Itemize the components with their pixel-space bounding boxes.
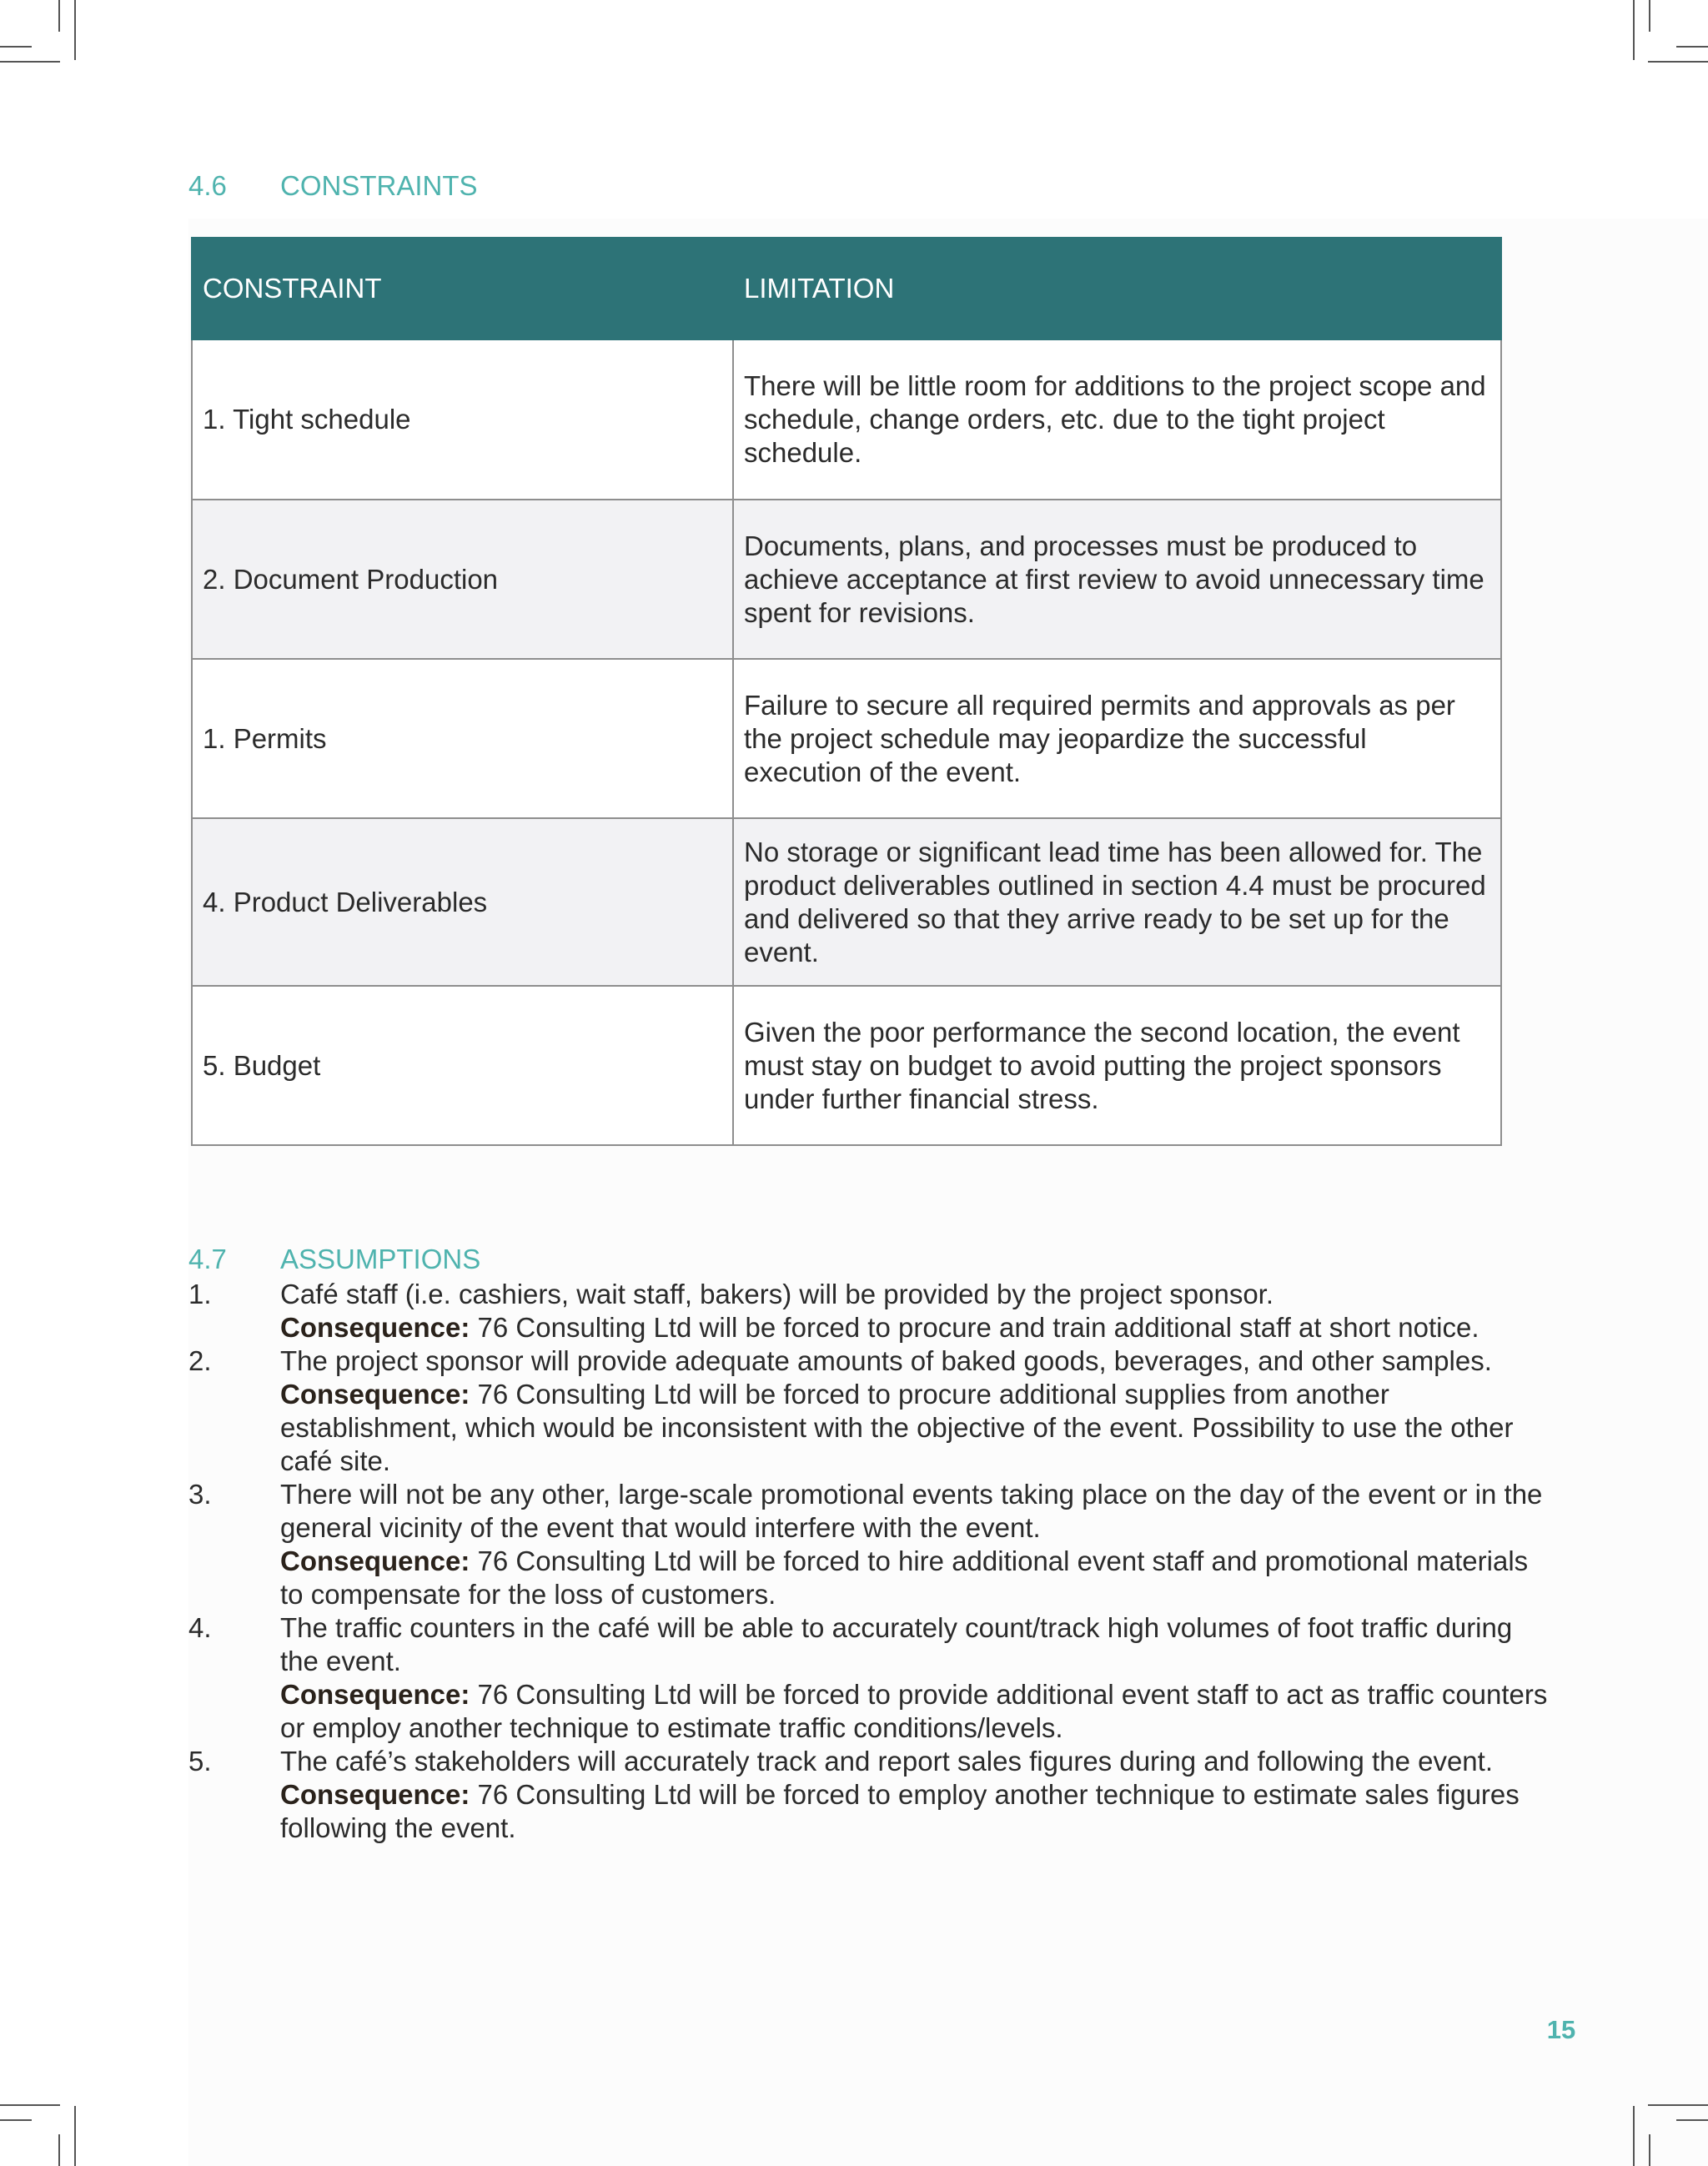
item-body <box>280 1278 1548 1344</box>
assumption-text: The café’s stakeholders will accurately track and report sales figures during and following the event. <box>280 1746 1493 1777</box>
crop-mark-bottom-right-v2 <box>1649 2134 1650 2166</box>
consequence-line <box>280 1378 1548 1478</box>
assumptions-list <box>188 1278 1548 1845</box>
consequence-text: 76 Consulting Ltd will be forced to provide additional event staff to act as traffic counters or employ another technique to estimate traffic conditions/levels. <box>280 1679 1548 1743</box>
crop-mark-top-right-v <box>1633 0 1635 60</box>
consequence-line <box>280 1311 1548 1344</box>
crop-mark-bottom-right-v <box>1633 2106 1635 2166</box>
item-body <box>280 1745 1548 1845</box>
table-row <box>192 818 1501 986</box>
section-heading-assumptions <box>188 1243 480 1276</box>
consequence-line <box>280 1545 1548 1611</box>
assumption-text: Café staff (i.e. cashiers, wait staff, bakers) will be provided by the project sponsor. <box>280 1279 1274 1309</box>
crop-mark-top-left-v2 <box>58 0 60 32</box>
section-number: 4.6 <box>188 170 227 201</box>
item-body <box>280 1611 1548 1745</box>
table-row <box>192 659 1501 818</box>
consequence-text: 76 Consulting Ltd will be forced to procure and train additional staff at short notice. <box>470 1312 1479 1343</box>
table-row <box>192 500 1501 659</box>
constraint-cell: 1. Tight schedule <box>192 339 733 500</box>
limitation-cell: Given the poor performance the second location, the event must stay on budget to avoid putting the project sponsors under further financial stress. <box>733 986 1501 1145</box>
list-item <box>188 1745 1548 1845</box>
consequence-label: Consequence: <box>280 1379 470 1410</box>
consequence-label: Consequence: <box>280 1679 470 1710</box>
crop-mark-bottom-left-v <box>74 2106 76 2166</box>
crop-mark-top-left-v <box>74 0 76 60</box>
limitation-cell: No storage or significant lead time has been allowed for. The product deliverables outlined in section 4.4 must be procured and delivered so that they arrive ready to be set up for the event. <box>733 818 1501 986</box>
column-header-limitation: LIMITATION <box>733 238 1501 339</box>
page-number: 15 <box>1546 2015 1576 2044</box>
consequence-label: Consequence: <box>280 1545 470 1576</box>
table-row <box>192 339 1501 500</box>
item-number: 3. <box>188 1479 212 1510</box>
consequence-text: 76 Consulting Ltd will be forced to employ another technique to estimate sales figures following the event. <box>280 1779 1520 1843</box>
item-body <box>280 1478 1548 1611</box>
crop-mark-top-left-h2 <box>0 46 32 48</box>
list-item <box>188 1278 1548 1344</box>
constraint-cell: 5. Budget <box>192 986 733 1145</box>
assumption-text: There will not be any other, large-scale promotional events taking place on the day of the event or in the general vicinity of the event that would interfere with the event. <box>280 1479 1543 1543</box>
limitation-cell: There will be little room for additions to the project scope and schedule, change orders, etc. due to the tight project schedule. <box>733 339 1501 500</box>
consequence-label: Consequence: <box>280 1312 470 1343</box>
section-heading-constraints <box>188 169 478 203</box>
table-header-row <box>192 238 1501 339</box>
item-number: 1. <box>188 1279 212 1309</box>
consequence-label: Consequence: <box>280 1779 470 1810</box>
crop-mark-bottom-right-h <box>1648 2104 1708 2106</box>
crop-mark-top-right-h2 <box>1676 46 1708 48</box>
limitation-cell: Documents, plans, and processes must be produced to achieve acceptance at first review to avoid unnecessary time spent for revisions. <box>733 500 1501 659</box>
item-number: 4. <box>188 1612 212 1643</box>
list-item <box>188 1344 1548 1478</box>
consequence-line <box>280 1778 1548 1845</box>
crop-mark-bottom-right-h2 <box>1676 2119 1708 2121</box>
consequence-text: 76 Consulting Ltd will be forced to hire additional event staff and promotional materials to compensate for the loss of customers. <box>280 1545 1529 1610</box>
constraints-table <box>191 237 1502 1146</box>
section-number: 4.7 <box>188 1244 227 1274</box>
crop-mark-top-right-h <box>1648 61 1708 63</box>
crop-mark-top-left-h <box>0 61 60 63</box>
consequence-text: 76 Consulting Ltd will be forced to procure additional supplies from another establishment, which would be inconsistent with the objective of the event. Possibility to use the other café site. <box>280 1379 1514 1476</box>
item-number: 5. <box>188 1746 212 1777</box>
constraint-cell: 2. Document Production <box>192 500 733 659</box>
section-title: CONSTRAINTS <box>280 170 478 201</box>
table-row <box>192 986 1501 1145</box>
list-item <box>188 1611 1548 1745</box>
item-body <box>280 1344 1548 1478</box>
crop-mark-bottom-left-h2 <box>0 2119 32 2121</box>
crop-mark-bottom-left-h <box>0 2104 60 2106</box>
column-header-constraint: CONSTRAINT <box>192 238 733 339</box>
assumption-text: The traffic counters in the café will be able to accurately count/track high volumes of foot traffic during the event. <box>280 1612 1513 1676</box>
constraint-cell: 1. Permits <box>192 659 733 818</box>
assumption-text: The project sponsor will provide adequate amounts of baked goods, beverages, and other samples. <box>280 1345 1492 1376</box>
consequence-line <box>280 1678 1548 1745</box>
constraint-cell: 4. Product Deliverables <box>192 818 733 986</box>
crop-mark-bottom-left-v2 <box>58 2134 60 2166</box>
section-title: ASSUMPTIONS <box>280 1244 481 1274</box>
crop-mark-top-right-v2 <box>1649 0 1650 32</box>
limitation-cell: Failure to secure all required permits and approvals as per the project schedule may jeopardize the successful execution of the event. <box>733 659 1501 818</box>
item-number: 2. <box>188 1345 212 1376</box>
list-item <box>188 1478 1548 1611</box>
